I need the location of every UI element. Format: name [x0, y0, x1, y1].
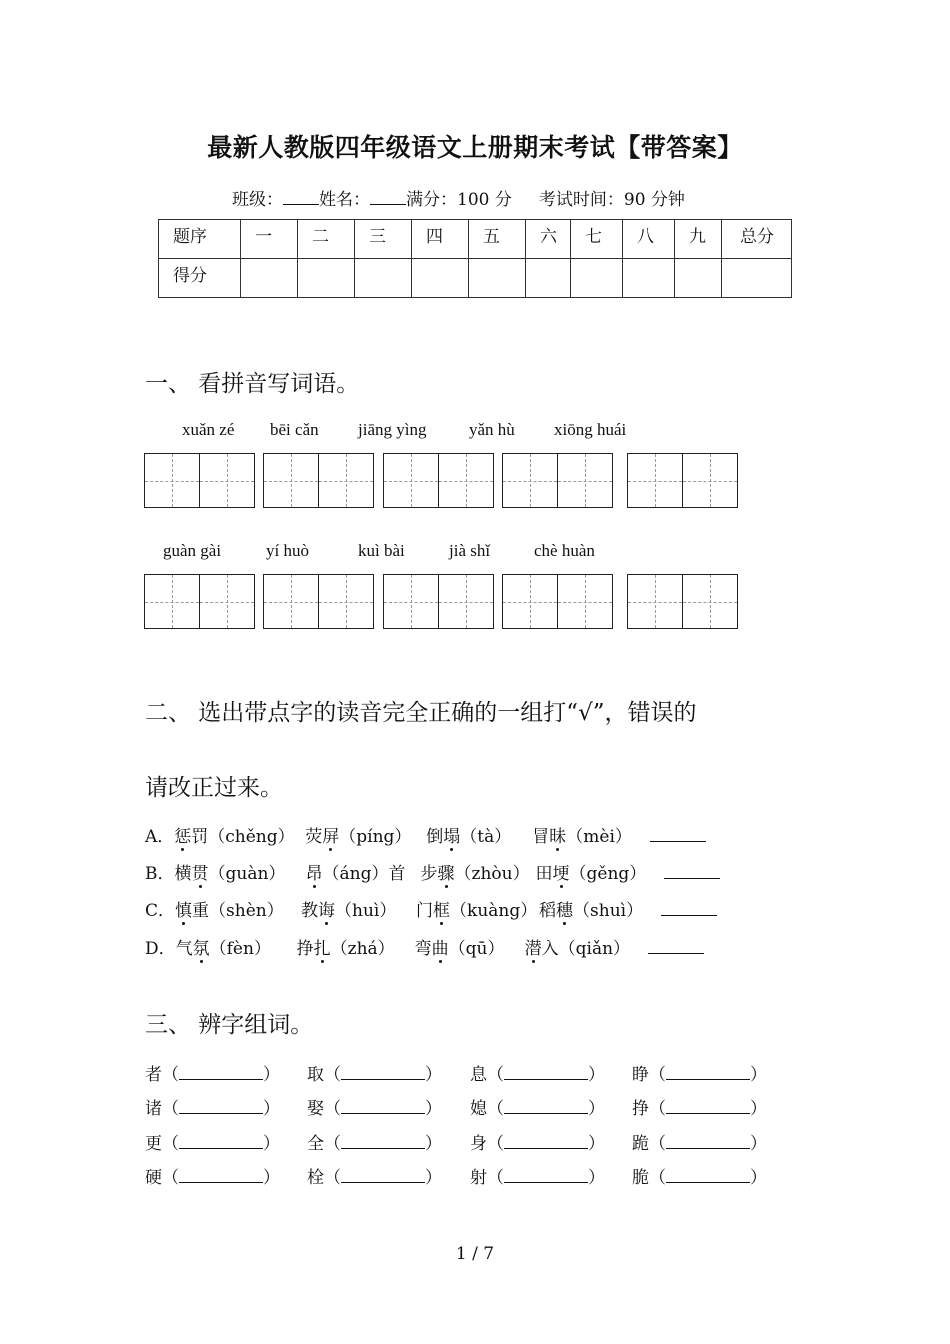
word-group-item — [307, 1060, 442, 1085]
word-answer-blank[interactable] — [504, 1065, 588, 1080]
dot-mark: 穗 — [556, 896, 573, 921]
score-header-cell: 二 — [298, 220, 355, 259]
option-a — [145, 822, 706, 847]
word-group-item — [145, 1129, 280, 1154]
open-paren: （ — [162, 1168, 179, 1188]
score-cell[interactable] — [571, 259, 623, 298]
close-paren: ） — [425, 1134, 442, 1154]
score-cell[interactable] — [241, 259, 298, 298]
dot-mark: 诲 — [318, 896, 335, 921]
pinyin-label: xiōng huái — [554, 420, 627, 439]
word-group-item — [632, 1129, 767, 1154]
dot-mark: 框 — [433, 896, 450, 921]
score-cell[interactable] — [412, 259, 469, 298]
open-paren: （ — [649, 1099, 666, 1119]
close-paren: ） — [750, 1134, 767, 1154]
option-item: 昂（áng）首 — [306, 859, 421, 884]
pinyin-label: jià shǐ — [449, 541, 491, 560]
class-blank[interactable] — [283, 188, 319, 205]
score-cell[interactable] — [722, 259, 792, 298]
word-char: 栓 — [307, 1168, 324, 1188]
dot-mark: 曲 — [432, 934, 449, 959]
word-char: 媳 — [470, 1099, 487, 1119]
open-paren: （ — [324, 1099, 341, 1119]
word-answer-blank[interactable] — [179, 1134, 263, 1149]
writing-grid[interactable] — [627, 453, 738, 508]
open-paren: （ — [324, 1065, 341, 1085]
score-table-score-row — [159, 259, 792, 298]
open-paren: （ — [649, 1134, 666, 1154]
close-paren: ） — [750, 1168, 767, 1188]
word-answer-blank[interactable] — [341, 1065, 425, 1080]
option-d — [145, 934, 704, 959]
open-paren: （ — [162, 1065, 179, 1085]
word-answer-blank[interactable] — [504, 1134, 588, 1149]
word-group-item — [470, 1129, 605, 1154]
exam-time: 考试时间：90 分钟 — [538, 190, 685, 210]
word-answer-blank[interactable] — [341, 1134, 425, 1149]
word-answer-blank[interactable] — [504, 1099, 588, 1114]
pinyin-label: yǎn hù — [469, 420, 515, 439]
answer-blank[interactable] — [664, 864, 720, 879]
pinyin-label: bēi cǎn — [270, 420, 319, 439]
score-cell[interactable] — [623, 259, 675, 298]
close-paren: ） — [588, 1168, 605, 1188]
word-char: 全 — [307, 1134, 324, 1154]
answer-blank[interactable] — [650, 827, 706, 842]
word-answer-blank[interactable] — [666, 1065, 750, 1080]
option-item: 稻穗（shuì） — [539, 896, 643, 921]
score-header-cell: 八 — [623, 220, 675, 259]
word-char: 射 — [470, 1168, 487, 1188]
dot-mark: 骤 — [438, 859, 455, 884]
pinyin-label: guàn gài — [163, 541, 222, 560]
score-cell[interactable] — [526, 259, 571, 298]
score-header-cell: 三 — [355, 220, 412, 259]
writing-grid[interactable] — [263, 574, 374, 629]
option-item: 慎重（shèn） — [175, 896, 301, 921]
option-item: 田埂（gěng） — [536, 859, 647, 884]
score-header-cell: 四 — [412, 220, 469, 259]
word-char: 取 — [307, 1065, 324, 1085]
word-char: 睁 — [632, 1065, 649, 1085]
writing-grid[interactable] — [263, 453, 374, 508]
word-group-item — [632, 1163, 767, 1188]
section2-heading-cont: 请改正过来。 — [145, 775, 283, 801]
open-paren: （ — [162, 1099, 179, 1119]
word-group-item — [307, 1163, 442, 1188]
word-answer-blank[interactable] — [179, 1099, 263, 1114]
close-paren: ） — [263, 1065, 280, 1085]
section2-heading: 二、 选出带点字的读音完全正确的一组打“√”，错误的 — [145, 700, 697, 726]
open-paren: （ — [324, 1134, 341, 1154]
open-paren: （ — [487, 1134, 504, 1154]
close-paren: ） — [588, 1099, 605, 1119]
open-paren: （ — [487, 1168, 504, 1188]
option-item: 教诲（huì） — [301, 896, 416, 921]
dot-mark: 屏 — [322, 822, 339, 847]
word-answer-blank[interactable] — [341, 1099, 425, 1114]
option-item: 荧屏（píng） — [305, 822, 426, 847]
dot-mark: 慎 — [175, 896, 192, 921]
dot-mark: 扎 — [314, 934, 331, 959]
option-label: C． — [145, 901, 176, 921]
close-paren: ） — [263, 1134, 280, 1154]
word-char: 挣 — [632, 1099, 649, 1119]
word-answer-blank[interactable] — [666, 1099, 750, 1114]
word-char: 息 — [470, 1065, 487, 1085]
open-paren: （ — [649, 1065, 666, 1085]
open-paren: （ — [649, 1168, 666, 1188]
option-item: 横贯（guàn） — [175, 859, 306, 884]
option-item: 倒塌（tà） — [426, 822, 532, 847]
close-paren: ） — [425, 1065, 442, 1085]
score-cell[interactable] — [355, 259, 412, 298]
option-item: 门框（kuàng） — [416, 896, 539, 921]
score-table — [158, 219, 792, 298]
score-row-label: 得分 — [159, 259, 241, 298]
page-title: 最新人教版四年级语文上册期末考试【带答案】 — [207, 133, 743, 162]
word-char: 娶 — [307, 1099, 324, 1119]
dot-mark: 潜 — [525, 934, 542, 959]
option-item: 气氛（fèn） — [176, 934, 297, 959]
class-label: 班级： — [232, 190, 283, 210]
close-paren: ） — [750, 1065, 767, 1085]
section3-heading: 三、 辨字组词。 — [145, 1012, 314, 1038]
page-number: 1 / 7 — [455, 1244, 495, 1264]
word-group-item — [307, 1129, 442, 1154]
score-header-cell: 九 — [675, 220, 722, 259]
word-group-item — [632, 1060, 767, 1085]
word-group-item — [470, 1094, 605, 1119]
word-answer-blank[interactable] — [666, 1134, 750, 1149]
option-item: 弯曲（qū） — [415, 934, 525, 959]
writing-grid[interactable] — [627, 574, 738, 629]
pinyin-label: jiāng yìng — [358, 420, 427, 439]
exam-info — [232, 185, 685, 210]
section1-heading: 一、 看拼音写词语。 — [145, 371, 360, 397]
option-label: D． — [145, 939, 176, 959]
pinyin-label: kuì bài — [358, 541, 405, 560]
option-label: B． — [145, 864, 175, 884]
writing-grid[interactable] — [502, 574, 613, 629]
score-cell[interactable] — [469, 259, 526, 298]
score-header-cell: 题序 — [159, 220, 241, 259]
word-char: 脆 — [632, 1168, 649, 1188]
word-char: 更 — [145, 1134, 162, 1154]
pinyin-label: yí huò — [266, 541, 309, 560]
option-c — [145, 896, 717, 921]
word-char: 者 — [145, 1065, 162, 1085]
dot-mark: 氛 — [193, 934, 210, 959]
word-char: 硬 — [145, 1168, 162, 1188]
dot-mark: 塌 — [443, 822, 460, 847]
name-label: 姓名： — [319, 190, 370, 210]
word-group-item — [470, 1060, 605, 1085]
pinyin-label: chè huàn — [534, 541, 595, 560]
word-answer-blank[interactable] — [341, 1168, 425, 1183]
option-item: 步骤（zhòu） — [421, 859, 536, 884]
writing-grid[interactable] — [144, 453, 255, 508]
word-group-item — [470, 1163, 605, 1188]
word-group-item — [145, 1163, 280, 1188]
option-label: A． — [145, 827, 175, 847]
option-item: 惩罚（chěng） — [174, 822, 305, 847]
word-group-item — [632, 1094, 767, 1119]
score-header-cell: 一 — [241, 220, 298, 259]
word-answer-blank[interactable] — [179, 1168, 263, 1183]
score-header-cell: 总分 — [722, 220, 792, 259]
word-char: 身 — [470, 1134, 487, 1154]
option-item: 潜入（qiǎn） — [525, 934, 630, 959]
name-blank[interactable] — [370, 188, 406, 205]
word-answer-blank[interactable] — [179, 1065, 263, 1080]
word-group-item — [145, 1094, 280, 1119]
word-answer-blank[interactable] — [504, 1168, 588, 1183]
close-paren: ） — [263, 1168, 280, 1188]
writing-grid[interactable] — [144, 574, 255, 629]
score-table-header-row — [159, 220, 792, 259]
option-item: 挣扎（zhá） — [297, 934, 415, 959]
full-score: 满分：100 分 — [406, 190, 512, 210]
score-header-cell: 五 — [469, 220, 526, 259]
dot-mark: 贯 — [192, 859, 209, 884]
option-b — [145, 859, 720, 884]
dot-mark: 埂 — [553, 859, 570, 884]
writing-grid[interactable] — [502, 453, 613, 508]
close-paren: ） — [425, 1168, 442, 1188]
open-paren: （ — [324, 1168, 341, 1188]
score-header-cell: 七 — [571, 220, 623, 259]
score-cell[interactable] — [298, 259, 355, 298]
dot-mark: 惩 — [174, 822, 191, 847]
word-char: 跪 — [632, 1134, 649, 1154]
dot-mark: 昂 — [306, 859, 323, 884]
close-paren: ） — [588, 1134, 605, 1154]
open-paren: （ — [487, 1065, 504, 1085]
word-char: 诸 — [145, 1099, 162, 1119]
answer-blank[interactable] — [648, 939, 704, 954]
close-paren: ） — [425, 1099, 442, 1119]
word-group-item — [307, 1094, 442, 1119]
option-item: 冒昧（mèi） — [532, 822, 632, 847]
writing-grid[interactable] — [383, 574, 494, 629]
score-cell[interactable] — [675, 259, 722, 298]
dot-mark: 昧 — [549, 822, 566, 847]
close-paren: ） — [263, 1099, 280, 1119]
score-header-cell: 六 — [526, 220, 571, 259]
writing-grid[interactable] — [383, 453, 494, 508]
word-group-item — [145, 1060, 280, 1085]
close-paren: ） — [588, 1065, 605, 1085]
pinyin-label: xuǎn zé — [182, 420, 235, 439]
word-answer-blank[interactable] — [666, 1168, 750, 1183]
open-paren: （ — [162, 1134, 179, 1154]
answer-blank[interactable] — [661, 901, 717, 916]
open-paren: （ — [487, 1099, 504, 1119]
close-paren: ） — [750, 1099, 767, 1119]
